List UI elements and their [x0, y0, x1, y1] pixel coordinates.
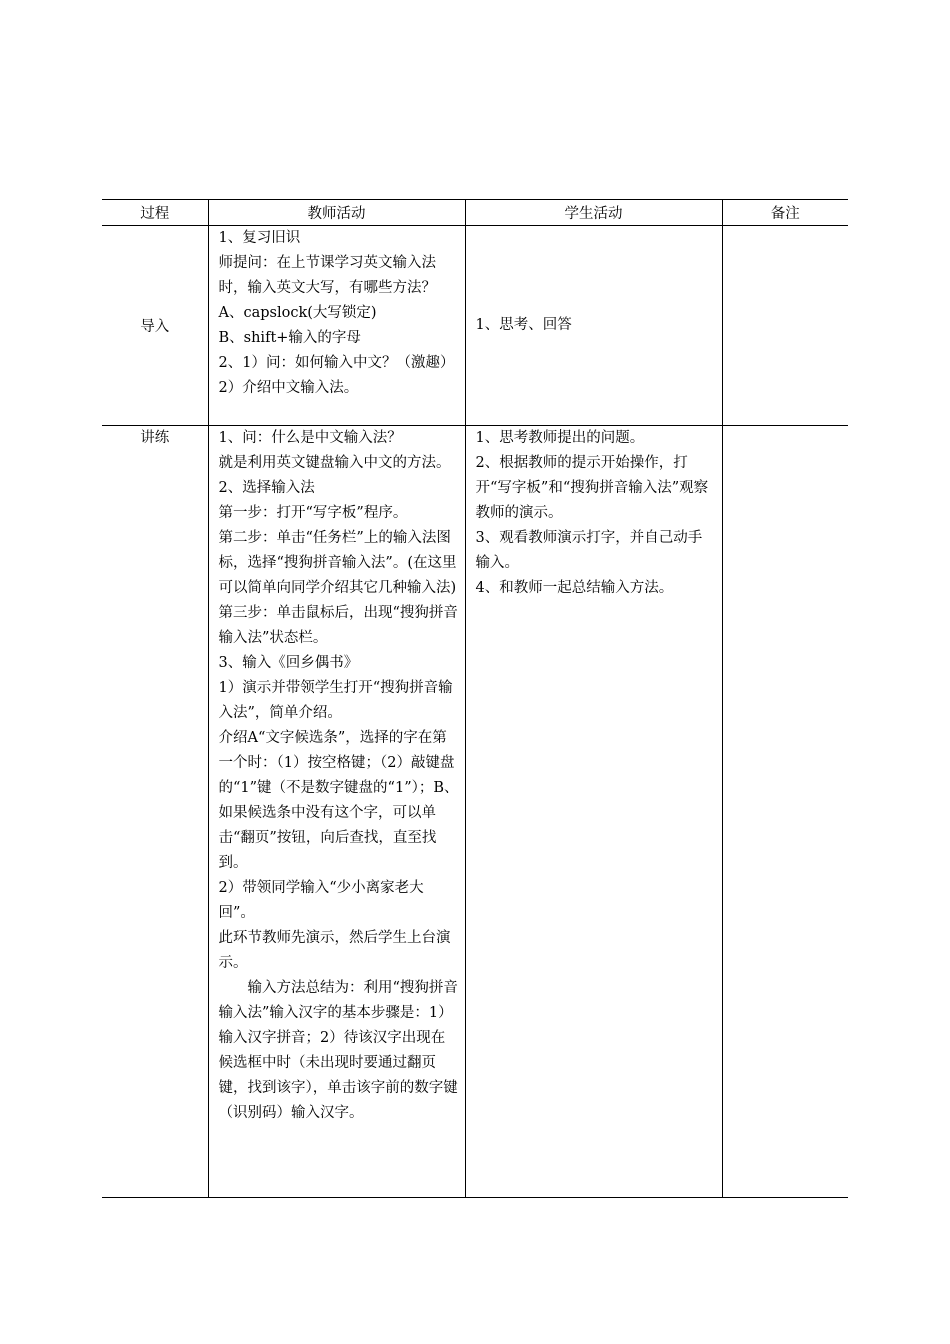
teacher-line: B、shift+输入的字母	[218, 330, 361, 346]
teacher-line: 第二步：单击“任务栏”上的输入法图标，选择“搜狗拼音输入法”。(在这里可以简单向同学介绍其它几种输入法)	[218, 530, 457, 596]
student-activity-cell	[465, 226, 722, 426]
teacher-line: 3、输入《回乡偶书》	[218, 655, 359, 671]
lesson-plan-table	[102, 199, 848, 1198]
teacher-line: 1）演示并带领学生打开“搜狗拼音输入法”，简单介绍。	[218, 680, 453, 721]
teacher-line: 1、复习旧识	[218, 230, 301, 246]
student-line: 3、观看教师演示打字，并自己动手输入。	[475, 530, 703, 571]
student-line: 1、思考教师提出的问题。	[475, 430, 645, 446]
stage-cell: 导入	[102, 226, 208, 426]
teacher-line: 2）介绍中文输入法。	[218, 380, 359, 396]
header-notes: 备注	[722, 200, 848, 226]
teacher-line: 介绍A“文字候选条”，选择的字在第一个时：（1）按空格键；（2）敲键盘的“1”键（不是数字键盘的“1”）；B、如果候选条中没有这个字，可以单击“翻页”按钮，向后查找，直至找到。	[218, 730, 459, 871]
student-line: 4、和教师一起总结输入方法。	[475, 580, 674, 596]
teacher-line: 2）带领同学输入“少小离家老大回”。	[218, 880, 424, 921]
student-activity-cell	[465, 426, 722, 1198]
table-row-practice	[102, 426, 848, 1198]
teacher-line: 2、选择输入法	[218, 480, 315, 496]
header-process: 过程	[102, 200, 208, 226]
header-student-activity: 学生活动	[465, 200, 722, 226]
teacher-summary: 输入方法总结为：利用“搜狗拼音输入法”输入汉字的基本步骤是：1）输入汉字拼音；2）待该汉字出现在候选框中时（未出现时要通过翻页键，找到该字），单击该字前的数字键（识别码）输入汉字。	[218, 980, 458, 1121]
stage-cell: 讲练	[102, 426, 208, 1198]
notes-cell	[722, 226, 848, 426]
teacher-activity-cell	[208, 426, 465, 1198]
teacher-line: 2、1）问：如何输入中文？（激趣）	[218, 355, 455, 371]
teacher-line: 师提问：在上节课学习英文输入法时，输入英文大写，有哪些方法？	[218, 255, 436, 296]
teacher-line: 1、问：什么是中文输入法？	[218, 430, 402, 446]
student-line: 2、根据教师的提示开始操作，打开“写字板”和“搜狗拼音输入法”观察教师的演示。	[475, 455, 709, 521]
teacher-line: 第一步：打开“写字板”程序。	[218, 505, 408, 521]
teacher-line: A、capslock(大写锁定)	[218, 305, 377, 321]
table-row-intro	[102, 226, 848, 426]
teacher-line: 就是利用英文键盘输入中文的方法。	[218, 455, 451, 471]
notes-cell	[722, 426, 848, 1198]
student-line: 1、思考、回答	[475, 317, 572, 333]
teacher-activity-cell	[208, 226, 465, 426]
header-teacher-activity: 教师活动	[208, 200, 465, 226]
header-row	[102, 200, 848, 226]
table-header	[102, 200, 848, 226]
teacher-line: 第三步：单击鼠标后，出现“搜狗拼音输入法”状态栏。	[218, 605, 458, 646]
teacher-line: 此环节教师先演示，然后学生上台演示。	[218, 930, 451, 971]
